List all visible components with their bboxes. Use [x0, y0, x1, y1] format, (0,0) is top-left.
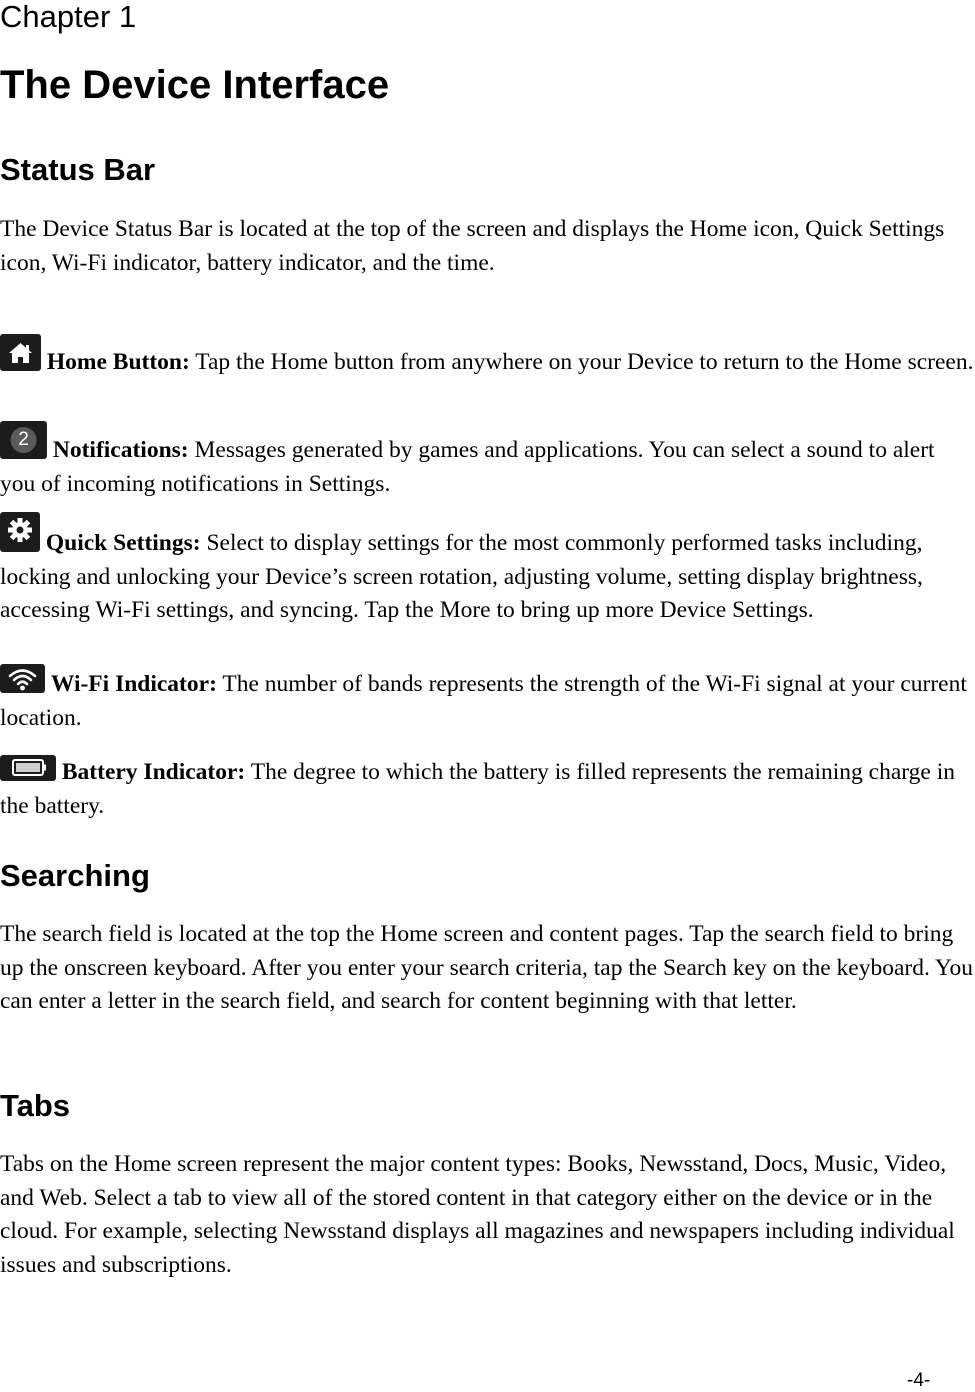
gear-icon: [0, 512, 40, 552]
quick-settings-item: [0, 512, 975, 628]
status-bar-intro: The Device Status Bar is located at the top of the screen and displays the Home icon, Quick Settings icon, Wi-Fi indicator, battery indicator, and the time.: [0, 216, 945, 276]
section-heading-tabs: Tabs: [0, 1088, 71, 1123]
searching-body: The search field is located at the top the Home screen and content pages. Tap the search field to bring up the onscreen keyboard. After you enter your search criteria, tap the Search key on the keyboard. You can enter a letter in the search field, and search for content beginning with that letter.: [0, 921, 973, 1014]
home-button-text: Tap the Home button from anywhere on your Device to return to the Home screen.: [189, 349, 974, 375]
section-heading-status-bar: Status Bar: [0, 152, 156, 187]
tabs-body: Tabs on the Home screen represent the major content types: Books, Newsstand, Docs, Music, Video, and Web. Select a tab to view all of the stored content in that category either on the device or in the cloud. For example, selecting Newsstand displays all magazines and newspapers including individual issues and subscriptions.: [0, 1151, 955, 1278]
notifications-text: Messages generated by games and applications. You can select a sound to alert you of incoming notifications in Settings.: [0, 437, 935, 497]
home-icon: [0, 334, 41, 371]
wifi-indicator-label: Wi-Fi Indicator:: [50, 671, 217, 697]
chapter-label: Chapter 1: [0, 0, 137, 34]
notifications-label: Notifications:: [52, 437, 189, 463]
section-heading-searching: Searching: [0, 858, 150, 893]
page-number: -4-: [907, 1370, 931, 1391]
wifi-indicator-item: [0, 664, 975, 735]
wifi-icon: [0, 664, 45, 693]
battery-indicator-text: The degree to which the battery is filled represents the remaining charge in the battery.: [0, 759, 956, 819]
notification-count-badge: 2: [18, 429, 29, 450]
notifications-icon: [0, 421, 47, 459]
quick-settings-text: Select to display settings for the most commonly performed tasks including, locking and unlocking your Device’s screen rotation, adjusting volume, setting display brightness, accessing Wi-Fi settings, and syncing. Tap the More to bring up more Device Settings.: [0, 530, 923, 623]
battery-icon: [0, 755, 56, 781]
home-button-item: [0, 334, 975, 380]
battery-indicator-item: [0, 755, 975, 823]
notifications-item: [0, 421, 975, 501]
battery-indicator-label: Battery Indicator:: [61, 759, 246, 785]
home-button-label: Home Button:: [46, 349, 190, 375]
wifi-indicator-text: The number of bands represents the strength of the Wi-Fi signal at your current location.: [0, 671, 967, 731]
quick-settings-label: Quick Settings:: [45, 530, 201, 556]
page-title: The Device Interface: [0, 63, 390, 107]
